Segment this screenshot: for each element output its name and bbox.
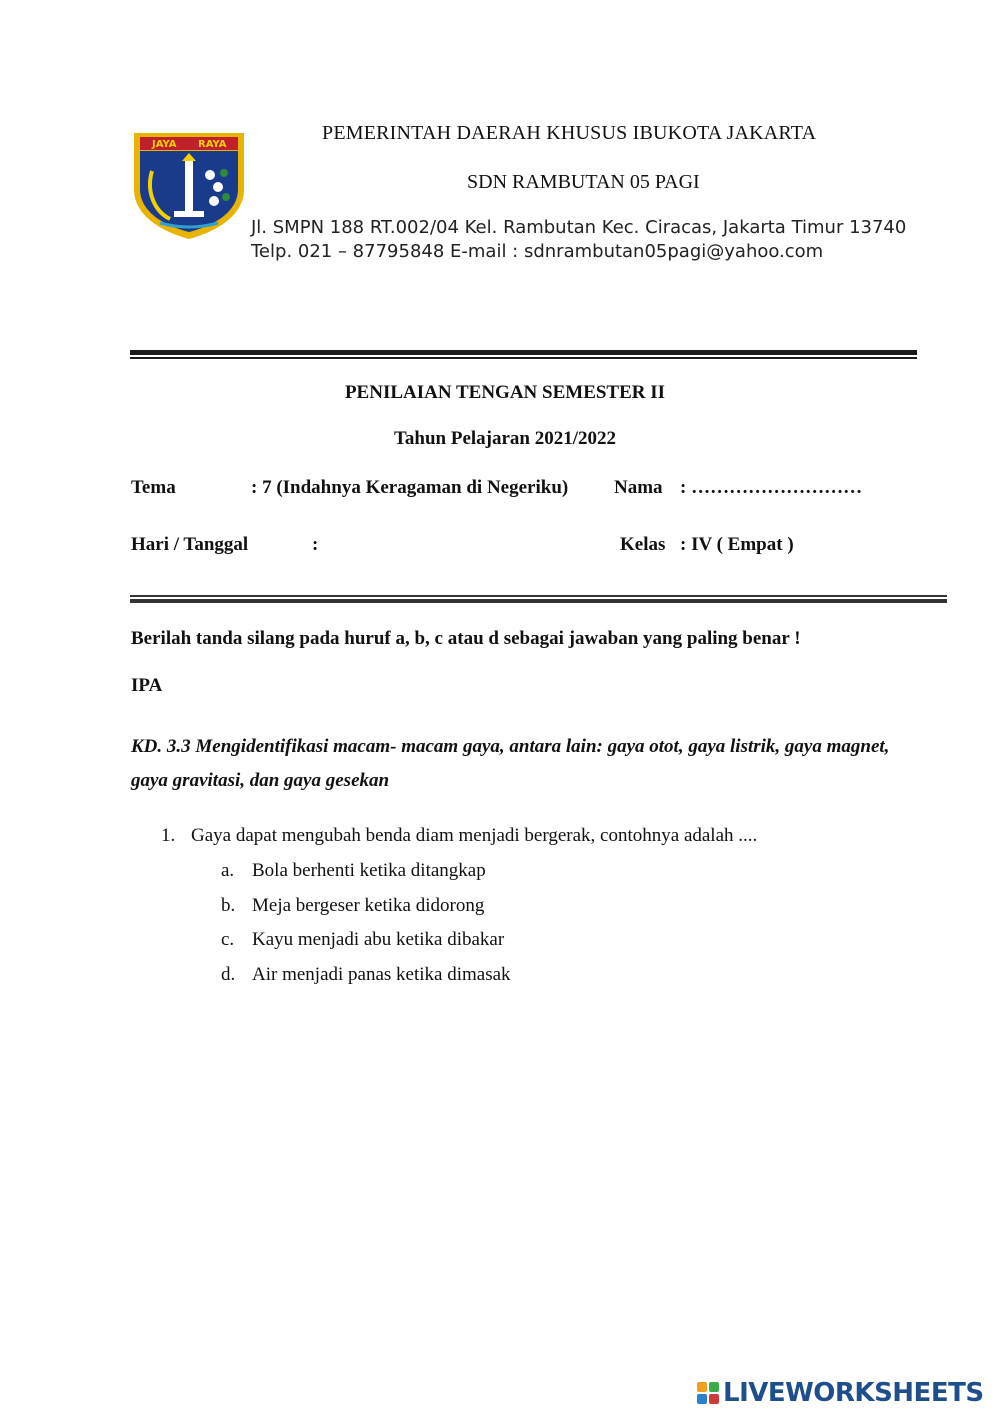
hari-label: Hari / Tanggal: [131, 534, 249, 555]
hari-field[interactable]: :: [312, 534, 319, 555]
liveworksheets-logo-icon: [697, 1382, 719, 1404]
instruction-text: Berilah tanda silang pada huruf a, b, c atau d sebagai jawaban yang paling benar !: [131, 628, 801, 649]
option-letter-a[interactable]: a.: [221, 860, 235, 881]
liveworksheets-watermark: [697, 1377, 984, 1409]
competency-text: KD. 3.3 Mengidentifikasi macam- macam gaya, antara lain: gaya otot, gaya listrik, gaya magnet, gaya gravitasi, dan gaya gesekan: [131, 736, 890, 791]
jakarta-emblem-logo: [130, 131, 248, 241]
subject-heading: IPA: [131, 675, 163, 696]
logo-text-right: RAYA: [198, 139, 227, 150]
government-heading: PEMERINTAH DAERAH KHUSUS IBUKOTA JAKARTA: [322, 122, 817, 144]
kelas-value: : IV ( Empat ): [680, 534, 794, 555]
logo-text-left: JAYA: [152, 139, 177, 150]
option-text-b[interactable]: Meja bergeser ketika didorong: [252, 895, 485, 916]
tema-label: Tema: [131, 477, 176, 498]
tema-value: : 7 (Indahnya Keragaman di Negeriku): [251, 477, 569, 498]
question-text: Gaya dapat mengubah benda diam menjadi bergerak, contohnya adalah ....: [191, 825, 758, 846]
exam-title: PENILAIAN TENGAN SEMESTER II: [344, 382, 666, 403]
watermark-text: LIVEWORKSHEETS: [723, 1378, 984, 1408]
school-address: [251, 216, 906, 264]
header-divider-thick: [130, 350, 917, 355]
question-number: 1.: [161, 825, 176, 846]
header-divider-thin: [130, 357, 917, 359]
kelas-label: Kelas: [620, 534, 666, 555]
nama-field[interactable]: : ………………………: [680, 477, 863, 498]
school-name: SDN RAMBUTAN 05 PAGI: [467, 171, 700, 193]
nama-label: Nama: [614, 477, 663, 498]
option-text-c[interactable]: Kayu menjadi abu ketika dibakar: [252, 929, 505, 950]
option-letter-c[interactable]: c.: [221, 929, 235, 950]
section-divider-thick: [130, 599, 947, 603]
option-text-a[interactable]: Bola berhenti ketika ditangkap: [252, 860, 486, 881]
address-line: Jl. SMPN 188 RT.002/04 Kel. Rambutan Kec. Ciracas, Jakarta Timur 13740: [251, 217, 907, 238]
option-text-d[interactable]: Air menjadi panas ketika dimasak: [252, 964, 511, 985]
section-divider-thin: [130, 595, 947, 597]
academic-year: Tahun Pelajaran 2021/2022: [393, 428, 617, 449]
option-letter-b[interactable]: b.: [221, 895, 236, 916]
contact-line: Telp. 021 – 87795848 E-mail : sdnrambutan05pagi@yahoo.com: [251, 241, 824, 262]
option-letter-d[interactable]: d.: [221, 964, 236, 985]
